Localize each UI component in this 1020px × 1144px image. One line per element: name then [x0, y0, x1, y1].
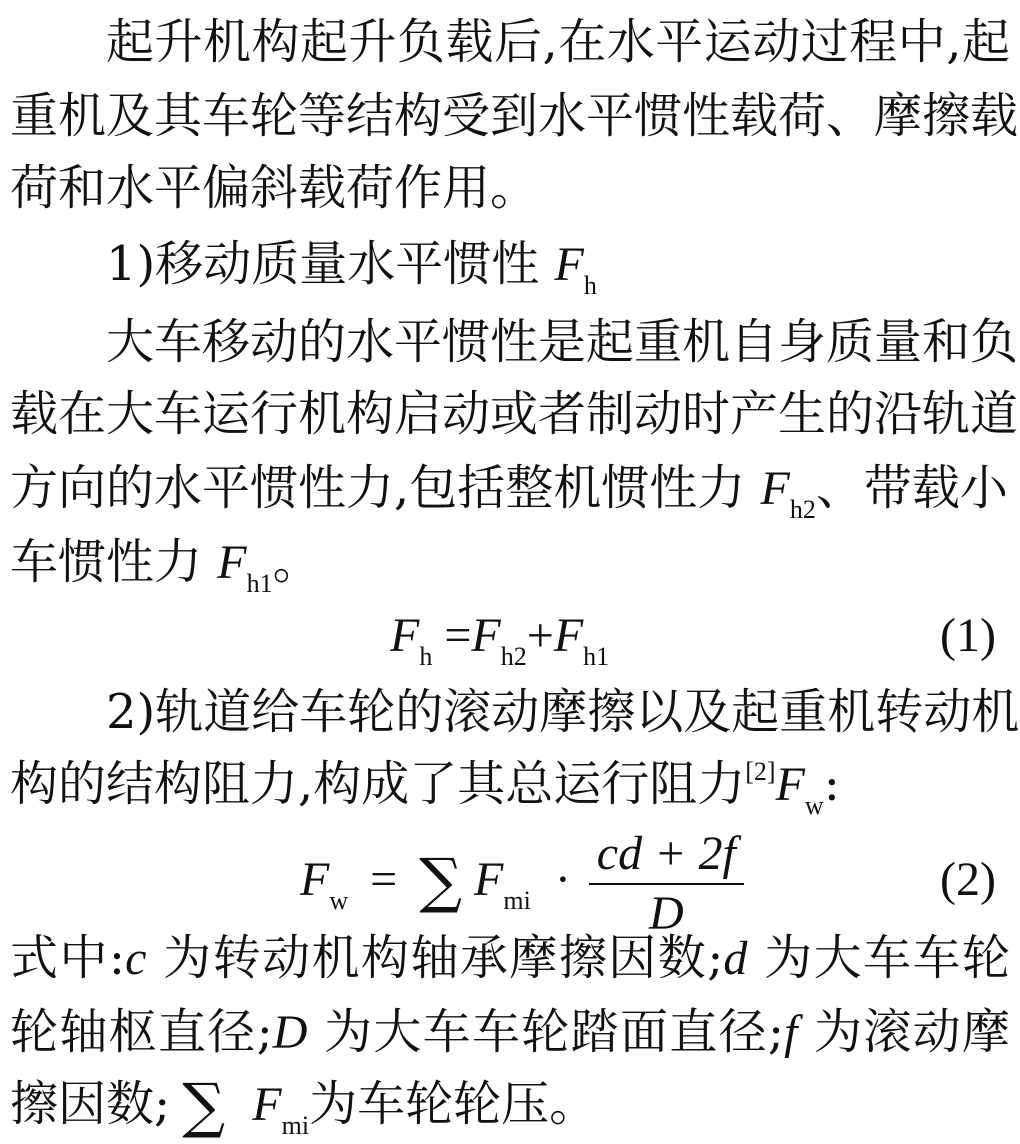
math-variable: F [760, 462, 790, 515]
paragraph-line: 荷和水平偏斜载荷作用。 [10, 160, 539, 216]
equation-2 [10, 820, 1010, 940]
equation-number: (1) [940, 609, 996, 662]
equals-sign: = [444, 609, 472, 662]
paragraph-line [10, 456, 1010, 528]
text-run: : [823, 756, 840, 812]
equation-number: (2) [940, 853, 996, 906]
math-variable: F [390, 609, 420, 662]
text-run: 为大车车轮踏面直径; [324, 1004, 785, 1060]
plus-sign: + [526, 609, 554, 662]
paragraph-line [10, 1072, 1010, 1144]
heading-text: 1)移动质量水平惯性 [106, 236, 540, 292]
paragraph-line [10, 752, 1010, 824]
math-subscript: mi [281, 1111, 310, 1140]
paragraph-line: 载在大车运行机构启动或者制动时产生的沿轨道 [10, 386, 1019, 442]
math-variable: d [723, 932, 748, 985]
math-variable: F [252, 1078, 282, 1131]
text-run: 构的结构阻力,构成了其总运行阻力 [10, 756, 746, 812]
math-variable: F [775, 758, 805, 811]
math-subscript: h2 [789, 495, 816, 524]
math-subscript: h2 [500, 642, 527, 671]
math-variable: F [554, 238, 584, 291]
math-subscript: h [583, 271, 597, 300]
math-subscript: mi [503, 886, 531, 915]
math-variable: f [784, 1006, 798, 1059]
citation-ref: [2] [745, 757, 776, 786]
text-run: 车惯性力 [10, 534, 203, 590]
paragraph-line [10, 530, 1010, 602]
dot-operator: · [554, 853, 571, 906]
math-subscript: w [804, 791, 824, 820]
math-subscript: h [419, 642, 433, 671]
fraction-numerator: cd + 2f [589, 825, 744, 885]
text-run: 为大车车轮 [764, 930, 1010, 986]
fraction-denominator: D [648, 886, 684, 940]
text-run: 轮轴枢直径; [10, 1004, 273, 1060]
text-run: 、带载小 [815, 460, 1008, 516]
paragraph-line: 大车移动的水平惯性是起重机自身质量和负 [106, 314, 1019, 370]
text-run: 为转动机构轴承摩擦因数; [163, 930, 724, 986]
math-subscript: h1 [246, 569, 273, 598]
text-run: 。 [272, 534, 321, 590]
text-run: 式中: [10, 930, 126, 986]
text-run: 为滚动摩 [814, 1004, 1010, 1060]
math-subscript: h1 [583, 642, 610, 671]
math-variable: D [272, 1006, 308, 1059]
paragraph-line: 重机及其车轮等结构受到水平惯性载荷、摩擦载 [10, 88, 1019, 144]
section-heading [106, 232, 1010, 304]
math-variable: c [125, 932, 147, 985]
paragraph-line: 2)轨道给车轮的滚动摩擦以及起重机转动机 [106, 684, 1020, 740]
text-run: 擦因数; [10, 1076, 171, 1132]
summation-symbol: ∑ [419, 846, 463, 916]
math-variable: F [474, 853, 504, 906]
text-run: 为车轮轮压。 [309, 1076, 598, 1132]
equals-sign: = [370, 853, 398, 906]
summation-symbol: ∑ [182, 1071, 226, 1141]
math-variable: F [471, 609, 501, 662]
paragraph-line [10, 1000, 1010, 1065]
math-variable: F [300, 853, 330, 906]
math-subscript: w [329, 886, 349, 915]
paragraph-line: 起升机构起升负载后,在水平运动过程中,起 [106, 14, 1010, 70]
text-run: 方向的水平惯性力,包括整机惯性力 [10, 460, 746, 516]
math-variable: F [217, 536, 247, 589]
paragraph-line [10, 926, 1010, 991]
math-variable: F [553, 609, 584, 662]
